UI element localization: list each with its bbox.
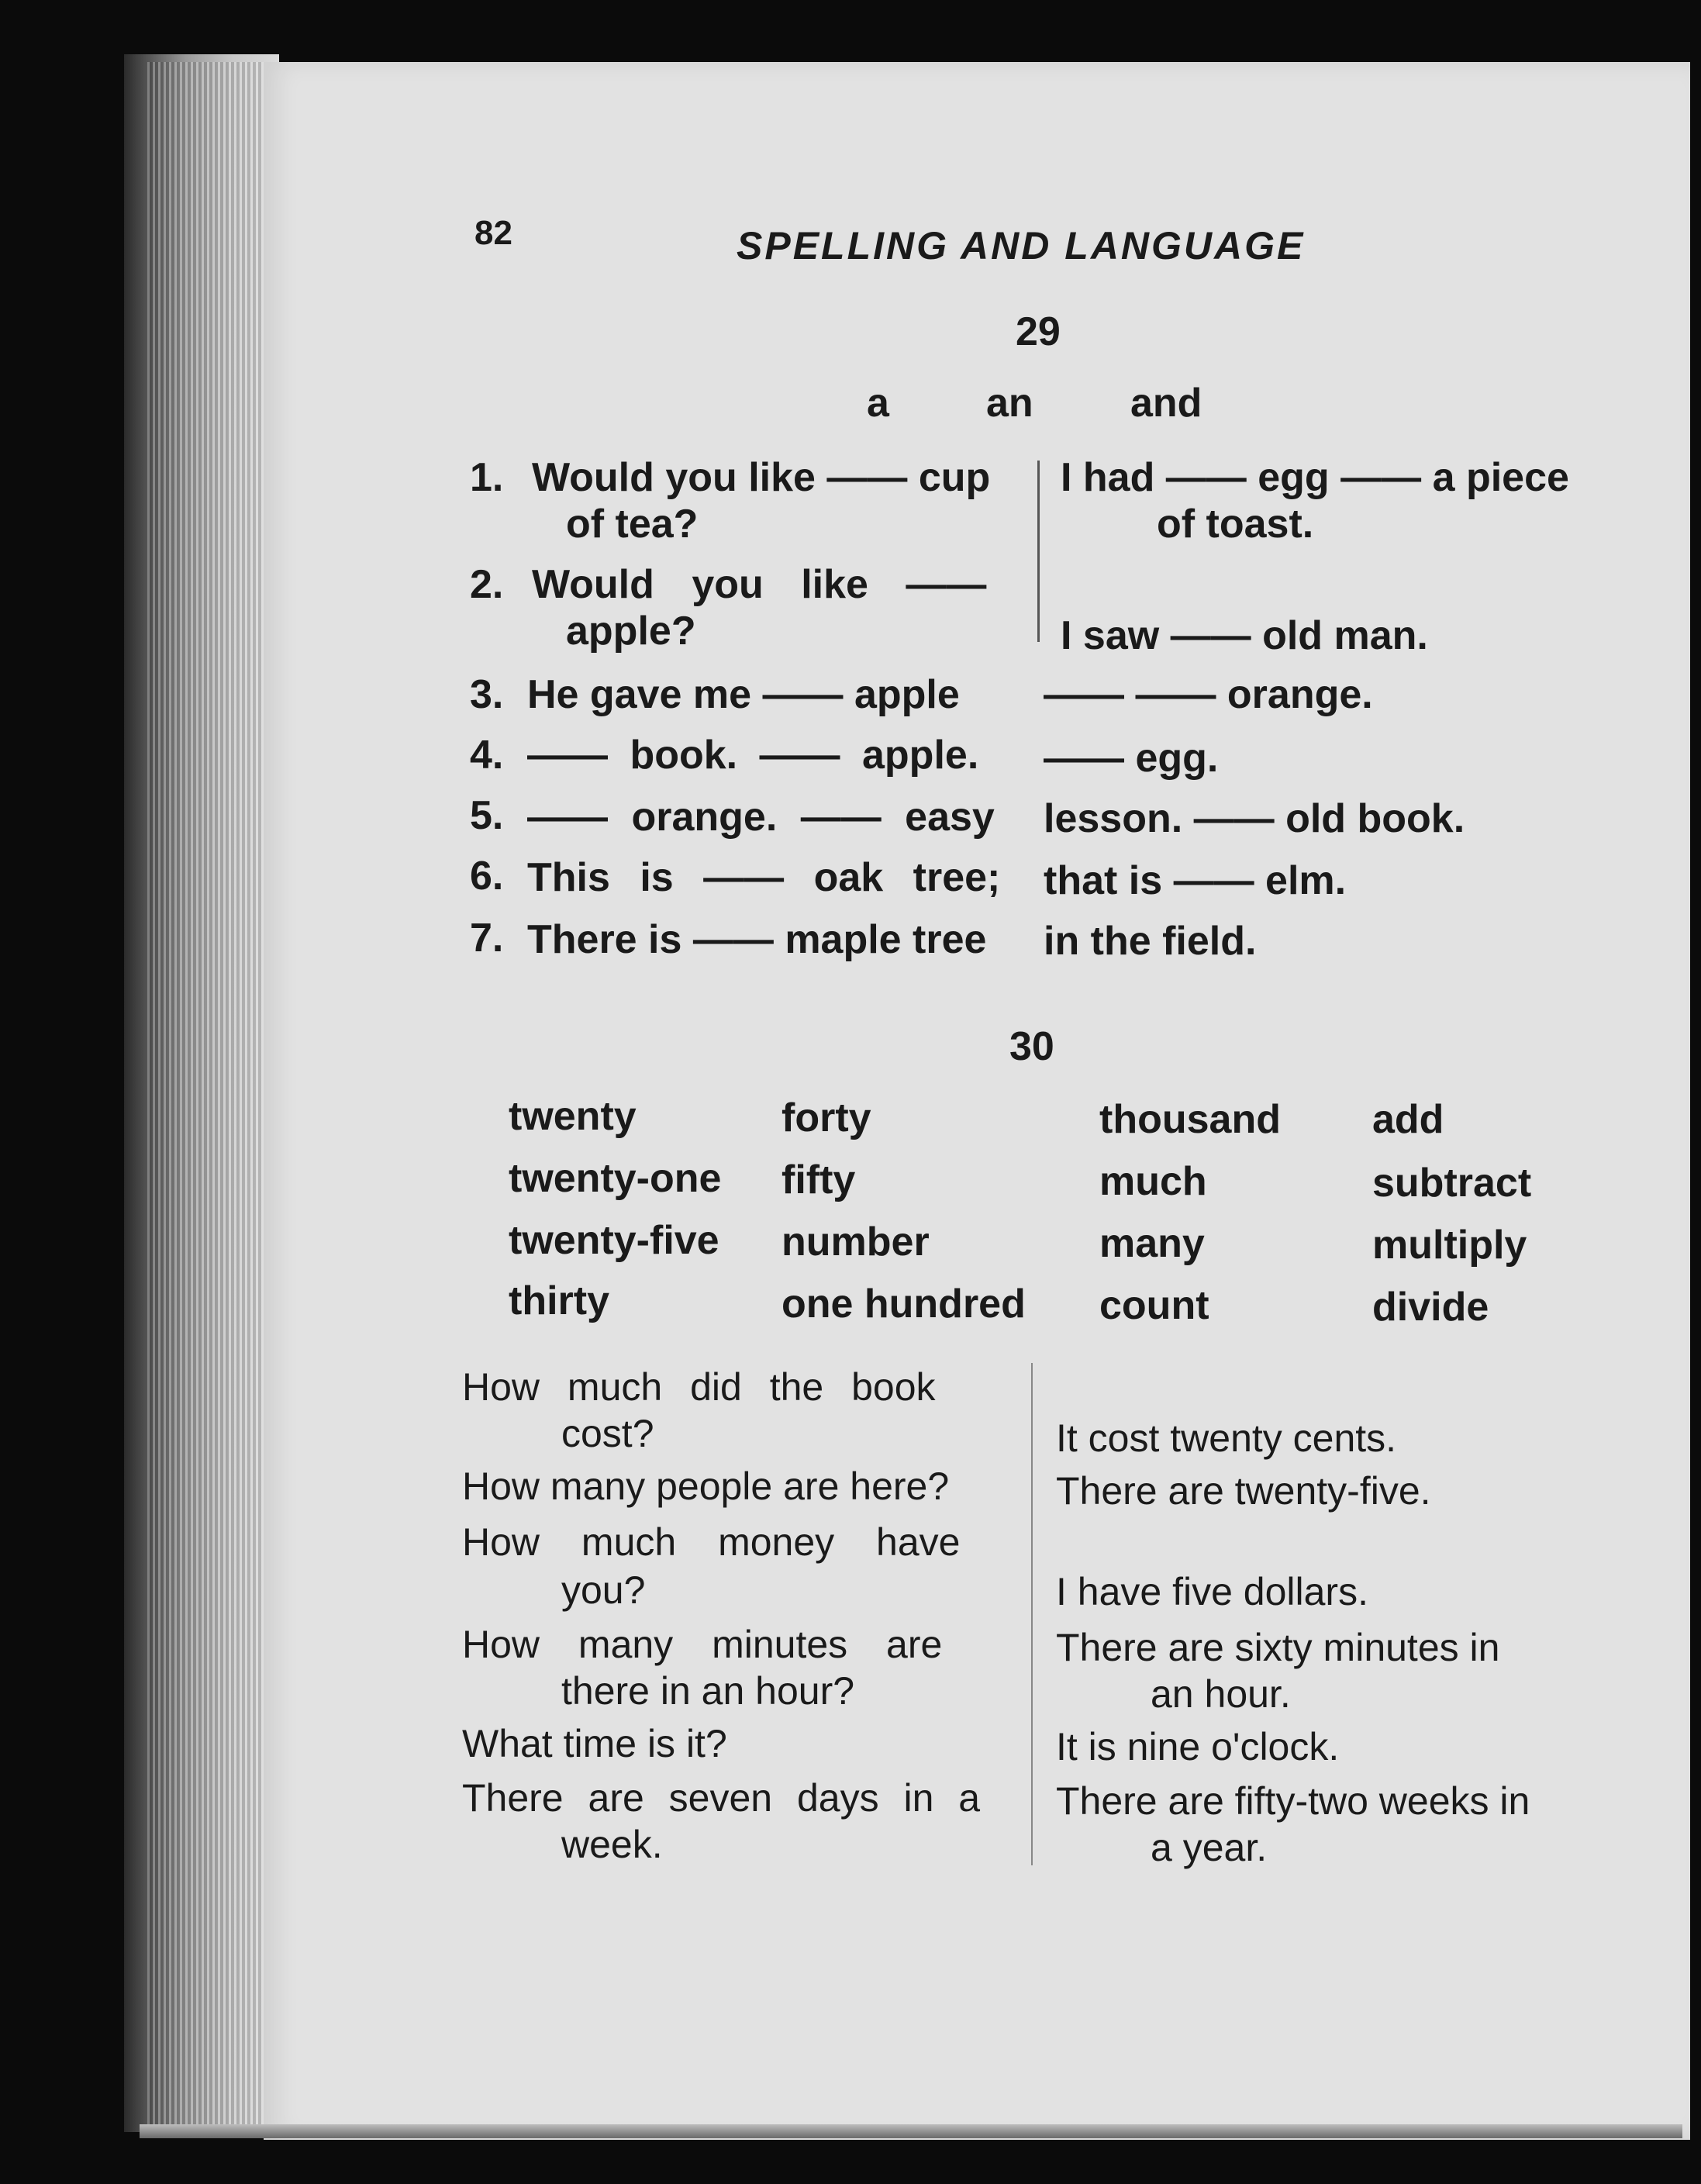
question-text: cost?: [561, 1412, 654, 1455]
vocab-word: much: [1099, 1159, 1207, 1204]
headword-and: and: [1130, 381, 1202, 426]
column-divider: [1031, 1363, 1033, 1865]
question-text: week.: [561, 1823, 663, 1866]
headword-a: a: [867, 381, 889, 426]
exercise-left-text: This is —— oak tree;: [527, 855, 1001, 900]
vocab-word: divide: [1372, 1285, 1489, 1330]
vocab-word: twenty-one: [509, 1156, 722, 1201]
section-number-29: 29: [1016, 309, 1061, 354]
vocab-word: many: [1099, 1221, 1205, 1266]
book-page: [264, 62, 1690, 2140]
section-number-30: 30: [1009, 1024, 1054, 1069]
vocab-word: one hundred: [781, 1282, 1026, 1327]
vocab-word: thirty: [509, 1278, 609, 1323]
vocab-word: add: [1372, 1097, 1444, 1142]
page-number: 82: [474, 214, 512, 252]
question-text: How much money have: [462, 1520, 961, 1564]
vocab-word: number: [781, 1220, 930, 1265]
exercise-left-text: Would you like ——: [532, 562, 987, 607]
answer-text: It cost twenty cents.: [1056, 1416, 1397, 1460]
exercise-right-text: I had —— egg —— a piece: [1061, 455, 1569, 500]
answer-text: an hour.: [1151, 1672, 1291, 1716]
vocab-word: fifty: [781, 1158, 856, 1202]
vocab-word: multiply: [1372, 1223, 1527, 1268]
vocab-word: thousand: [1099, 1097, 1281, 1142]
exercise-left-text: —— orange. —— easy: [527, 795, 995, 840]
exercise-left-text: of tea?: [566, 502, 699, 547]
question-text: There are seven days in a: [462, 1776, 981, 1820]
exercise-right-text: that is —— elm.: [1044, 858, 1347, 903]
exercise-number: 7.: [470, 916, 504, 961]
exercise-right-text: lesson. —— old book.: [1044, 796, 1465, 841]
exercise-left-text: apple?: [566, 609, 696, 654]
exercise-number: 4.: [470, 733, 504, 778]
exercise-left-text: He gave me —— apple: [527, 672, 960, 717]
exercise-left-text: Would you like —— cup: [532, 455, 991, 500]
vocab-word: subtract: [1372, 1161, 1532, 1206]
exercise-right-text: of toast.: [1157, 502, 1314, 547]
page-edges: [147, 62, 271, 2124]
running-head: SPELLING AND LANGUAGE: [737, 224, 1306, 267]
vocab-word: twenty-five: [509, 1218, 719, 1263]
question-text: you?: [561, 1568, 646, 1612]
question-text: What time is it?: [462, 1722, 727, 1765]
answer-text: There are sixty minutes in: [1056, 1626, 1500, 1669]
headword-an: an: [986, 381, 1033, 426]
question-text: How many people are here?: [462, 1465, 950, 1508]
vocab-word: forty: [781, 1095, 871, 1140]
answer-text: It is nine o'clock.: [1056, 1725, 1340, 1768]
exercise-right-text: —— —— orange.: [1044, 672, 1373, 717]
exercise-right-text: I saw —— old man.: [1061, 613, 1428, 658]
vocab-word: count: [1099, 1283, 1209, 1328]
exercise-left-text: There is —— maple tree: [527, 917, 987, 962]
answer-text: I have five dollars.: [1056, 1570, 1368, 1613]
question-text: there in an hour?: [561, 1669, 855, 1713]
exercise-number: 5.: [470, 793, 504, 838]
question-text: How many minutes are: [462, 1623, 943, 1666]
answer-text: There are fifty-two weeks in: [1056, 1779, 1530, 1823]
vocab-word: twenty: [509, 1094, 637, 1139]
exercise-right-text: in the field.: [1044, 919, 1257, 964]
question-text: How much did the book: [462, 1365, 936, 1409]
answer-text: a year.: [1151, 1826, 1268, 1869]
exercise-number: 2.: [470, 562, 504, 607]
answer-text: There are twenty-five.: [1056, 1469, 1431, 1513]
exercise-number: 3.: [470, 672, 504, 717]
exercise-left-text: —— book. —— apple.: [527, 733, 979, 778]
exercise-number: 1.: [470, 455, 504, 500]
column-divider: [1037, 461, 1040, 642]
exercise-number: 6.: [470, 854, 504, 899]
page-bottom-edge: [140, 2124, 1682, 2138]
exercise-right-text: —— egg.: [1044, 736, 1219, 781]
